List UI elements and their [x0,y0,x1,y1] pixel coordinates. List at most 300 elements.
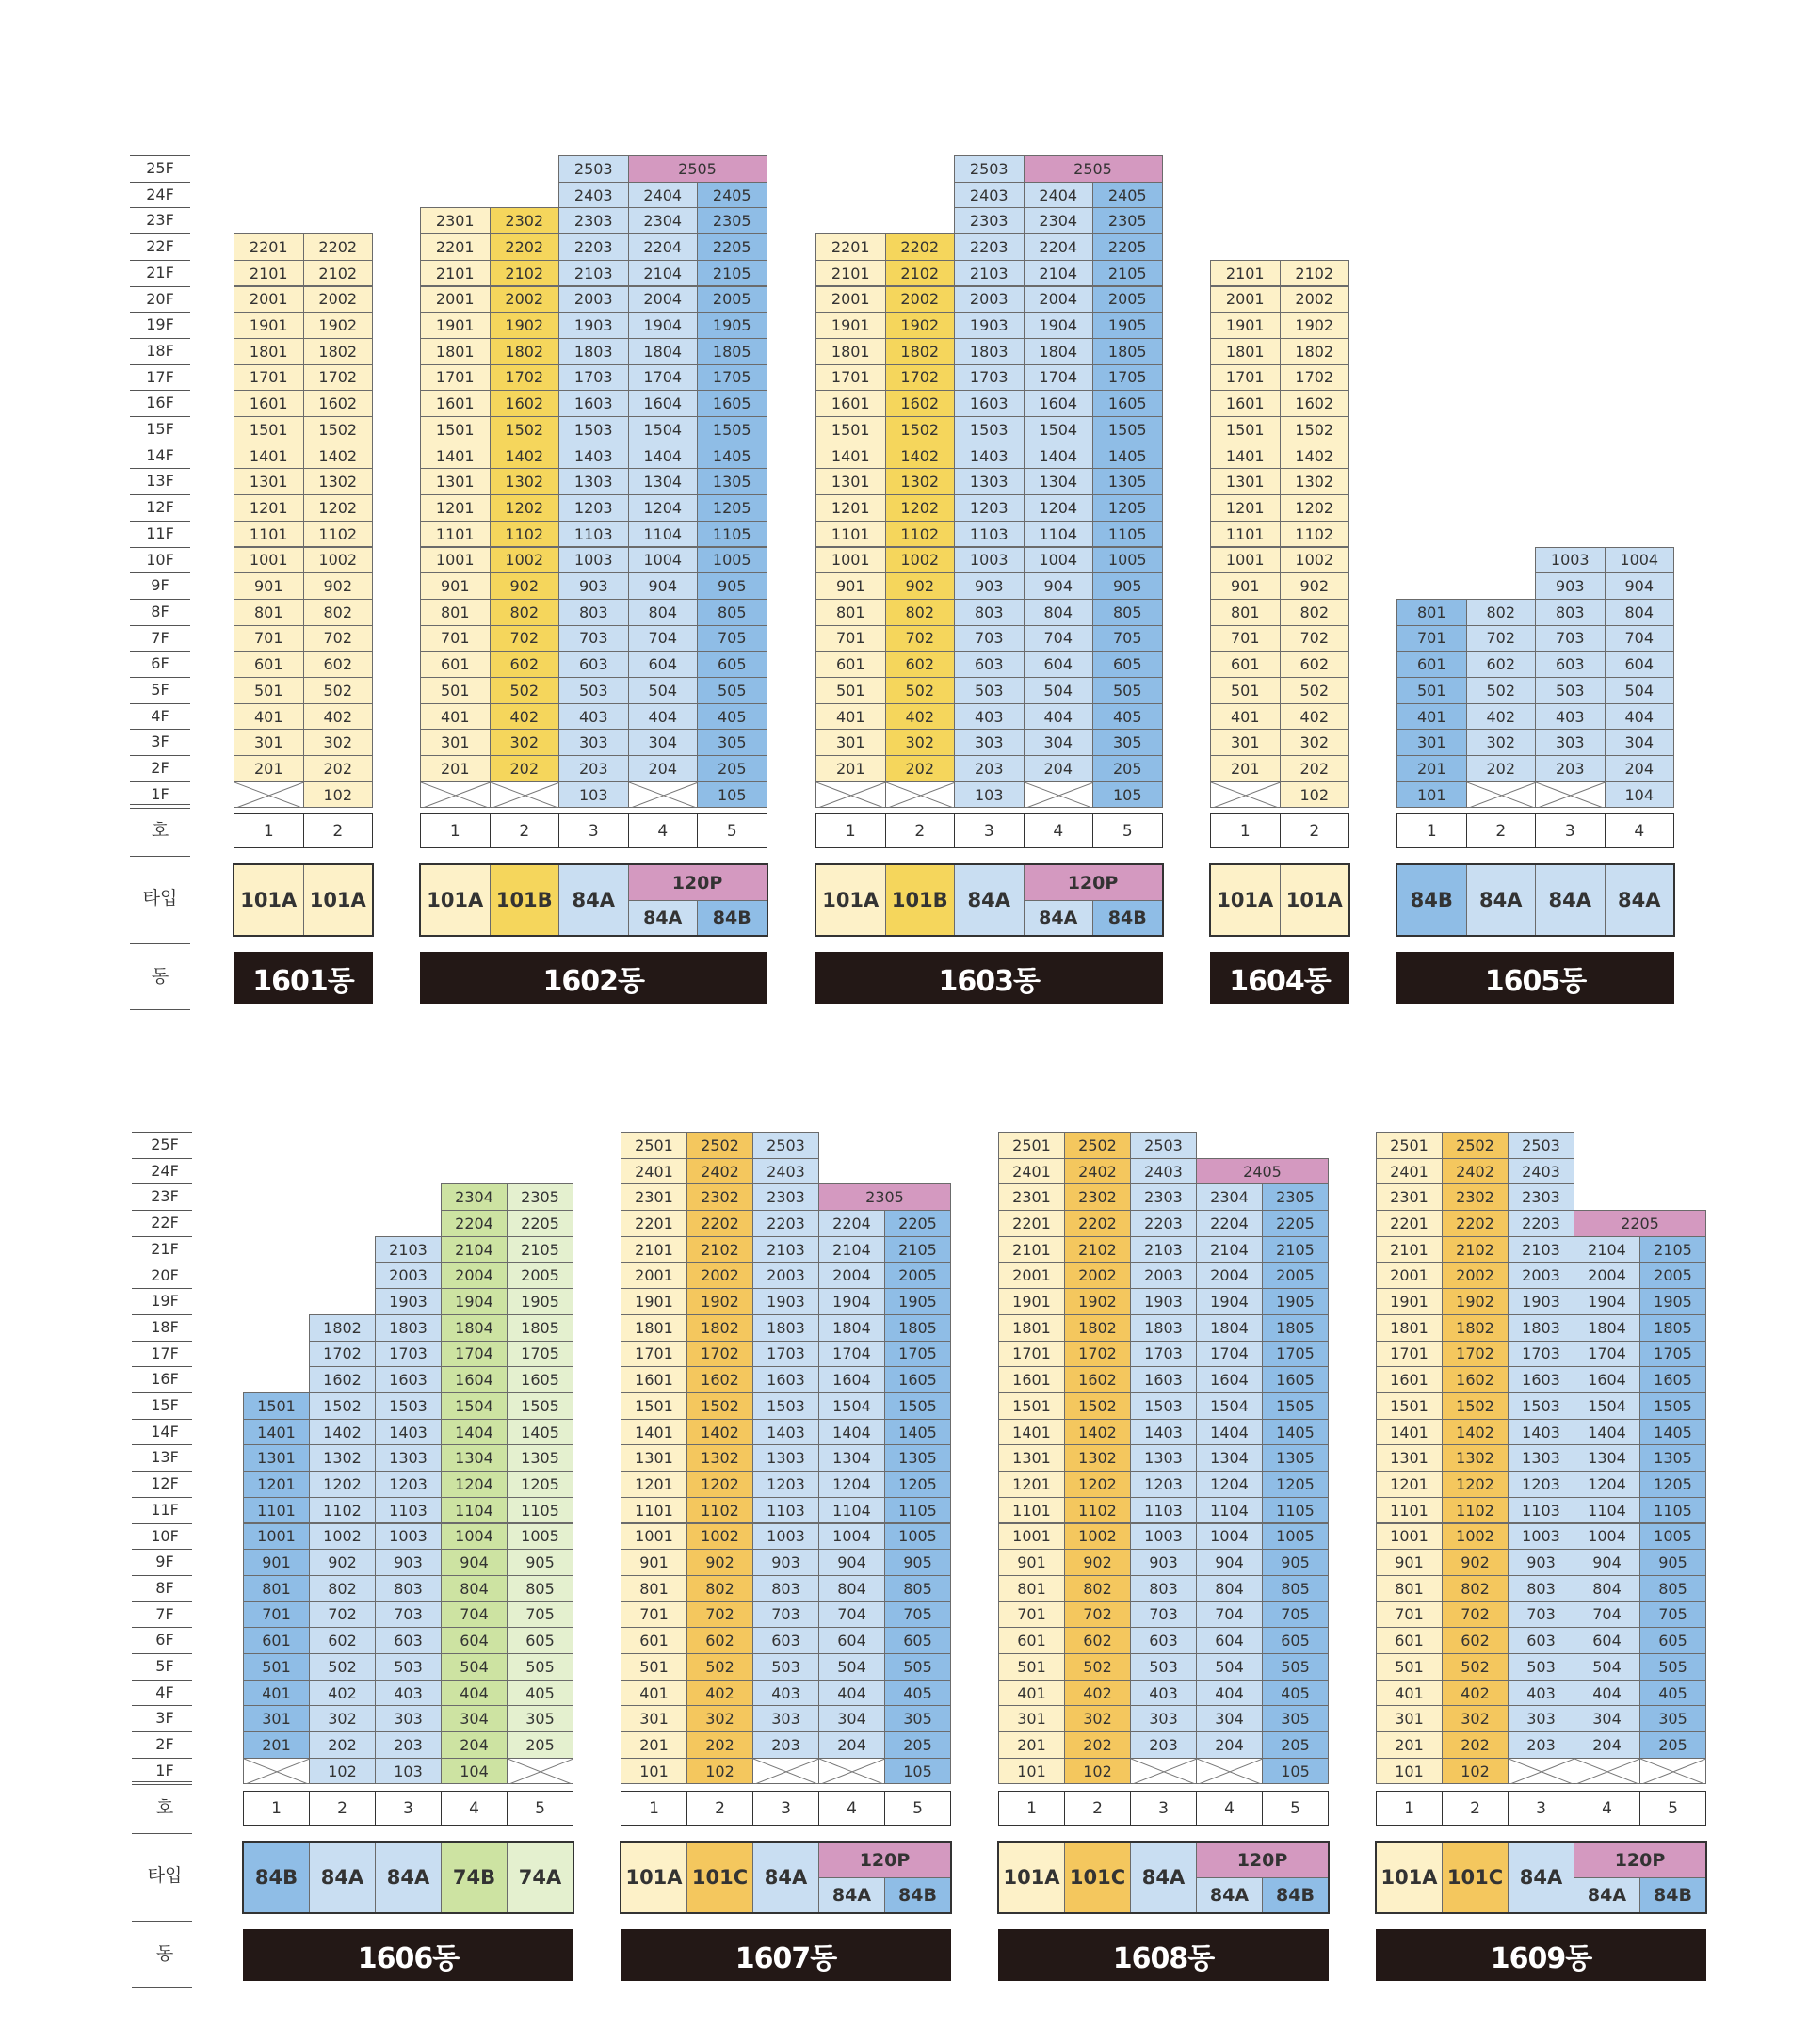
unit-cell[interactable]: 1501 [243,1392,310,1420]
unit-cell[interactable]: 504 [1605,677,1675,704]
unit-cell[interactable]: 201 [1396,755,1467,782]
unit-cell[interactable]: 604 [1024,651,1094,678]
unit-cell[interactable]: 1401 [1376,1419,1443,1446]
unit-cell[interactable]: 1203 [954,494,1025,522]
unit-cell[interactable]: 2401 [1376,1158,1443,1185]
unit-cell[interactable]: 1405 [697,443,767,470]
unit-cell[interactable]: 401 [621,1680,687,1707]
unit-cell[interactable]: 1001 [815,547,886,574]
unit-cell[interactable]: 1701 [234,364,304,392]
unit-cell[interactable]: 401 [234,703,304,731]
unit-cell[interactable]: 2404 [628,182,699,209]
unit-cell[interactable]: 1004 [818,1523,885,1551]
unit-cell[interactable]: 1205 [884,1471,951,1498]
unit-cell[interactable]: 2205 [507,1210,573,1237]
unit-cell[interactable]: 1402 [303,443,374,470]
unit-cell[interactable]: 1801 [621,1314,687,1342]
unit-cell[interactable]: 403 [752,1680,819,1707]
unit-cell[interactable]: 701 [1210,625,1281,652]
unit-cell[interactable]: 2102 [686,1236,753,1263]
unit-cell[interactable]: 804 [1196,1575,1263,1602]
unit-cell[interactable]: 404 [628,703,699,731]
unit-cell[interactable]: 2005 [1639,1263,1706,1290]
unit-cell[interactable]: 1803 [1130,1314,1197,1342]
unit-cell[interactable]: 1304 [1196,1444,1263,1472]
unit-cell[interactable]: 1102 [1280,521,1350,548]
unit-cell[interactable]: 1702 [686,1341,753,1368]
unit-cell[interactable]: 901 [243,1549,310,1576]
unit-cell[interactable]: 2303 [752,1183,819,1211]
unit-cell[interactable]: 1704 [1024,364,1094,392]
unit-cell[interactable]: 601 [1376,1627,1443,1654]
unit-cell[interactable]: 803 [1130,1575,1197,1602]
unit-cell[interactable]: 1405 [1092,443,1163,470]
unit-cell[interactable]: 604 [1605,651,1675,678]
unit-cell[interactable]: 201 [1210,755,1281,782]
unit-cell[interactable]: 1305 [884,1444,951,1472]
unit-cell[interactable]: 2101 [1210,260,1281,287]
unit-cell[interactable]: 1602 [686,1366,753,1393]
unit-cell[interactable]: 2103 [954,260,1025,287]
unit-cell[interactable]: 2204 [818,1210,885,1237]
unit-cell[interactable]: 503 [375,1653,442,1681]
unit-cell[interactable]: 2201 [998,1210,1065,1237]
unit-cell[interactable]: 703 [752,1601,819,1629]
unit-cell[interactable]: 1403 [558,443,629,470]
unit-cell[interactable]: 2402 [686,1158,753,1185]
unit-cell[interactable]: 401 [815,703,886,731]
unit-cell[interactable]: 1201 [815,494,886,522]
unit-cell[interactable]: 601 [1396,651,1467,678]
unit-cell[interactable]: 801 [621,1575,687,1602]
unit-cell[interactable]: 403 [1535,703,1606,731]
unit-cell[interactable]: 302 [1280,729,1350,756]
unit-cell[interactable]: 1103 [558,521,629,548]
unit-cell[interactable]: 102 [309,1758,376,1785]
unit-cell[interactable]: 2005 [1262,1263,1329,1290]
unit-cell[interactable]: 1003 [1508,1523,1574,1551]
unit-cell[interactable]: 102 [1280,781,1350,809]
unit-cell[interactable]: 2204 [1024,233,1094,261]
unit-cell[interactable]: 1401 [998,1419,1065,1446]
unit-cell[interactable]: 301 [243,1705,310,1732]
unit-cell[interactable]: 1105 [507,1497,573,1524]
unit-cell[interactable]: 1703 [558,364,629,392]
unit-cell[interactable]: 402 [309,1680,376,1707]
unit-cell[interactable]: 201 [243,1731,310,1759]
unit-cell[interactable]: 2201 [420,233,491,261]
unit-cell[interactable]: 303 [954,729,1025,756]
unit-cell[interactable]: 1305 [1639,1444,1706,1472]
unit-cell[interactable]: 1604 [818,1366,885,1393]
unit-cell[interactable]: 1501 [420,416,491,443]
unit-cell[interactable]: 404 [1196,1680,1263,1707]
unit-cell[interactable]: 2002 [1280,286,1350,314]
unit-cell[interactable]: 2405 [1092,182,1163,209]
unit-cell[interactable]: 703 [1508,1601,1574,1629]
unit-cell[interactable]: 1502 [1064,1392,1131,1420]
unit-cell[interactable]: 1801 [815,338,886,365]
unit-cell[interactable]: 505 [1092,677,1163,704]
unit-cell[interactable]: 2002 [303,286,374,314]
unit-cell[interactable]: 701 [420,625,491,652]
unit-cell[interactable]: 2205 [884,1210,951,1237]
unit-cell[interactable]: 702 [303,625,374,652]
unit-cell[interactable]: 501 [1210,677,1281,704]
unit-cell[interactable]: 302 [1466,729,1537,756]
unit-cell[interactable]: 1201 [234,494,304,522]
unit-cell[interactable]: 401 [243,1680,310,1707]
unit-cell[interactable]: 1203 [752,1471,819,1498]
unit-cell[interactable]: 103 [954,781,1025,809]
unit-cell[interactable]: 501 [815,677,886,704]
unit-cell[interactable]: 601 [420,651,491,678]
unit-cell[interactable]: 302 [1064,1705,1131,1732]
unit-cell[interactable]: 1904 [1024,312,1094,339]
unit-cell[interactable]: 1202 [686,1471,753,1498]
unit-cell[interactable]: 1104 [1196,1497,1263,1524]
unit-cell[interactable]: 2303 [954,207,1025,234]
unit-cell[interactable]: 702 [1280,625,1350,652]
unit-cell[interactable]: 1104 [628,521,699,548]
unit-cell[interactable]: 1801 [1210,338,1281,365]
unit-cell[interactable]: 1405 [507,1419,573,1446]
unit-cell[interactable]: 1005 [1092,547,1163,574]
unit-cell[interactable]: 1902 [1280,312,1350,339]
unit-cell[interactable]: 2304 [1196,1183,1263,1211]
unit-cell[interactable]: 1903 [1130,1288,1197,1315]
unit-cell[interactable]: 1002 [1442,1523,1509,1551]
unit-cell[interactable]: 1404 [1574,1419,1640,1446]
unit-cell[interactable]: 701 [243,1601,310,1629]
unit-cell[interactable]: 2301 [998,1183,1065,1211]
unit-cell[interactable]: 602 [1280,651,1350,678]
unit-cell[interactable]: 504 [818,1653,885,1681]
unit-cell[interactable]: 305 [1092,729,1163,756]
unit-cell[interactable]: 202 [885,755,956,782]
unit-cell[interactable]: 401 [1396,703,1467,731]
unit-cell[interactable]: 304 [1024,729,1094,756]
unit-cell[interactable]: 2302 [686,1183,753,1211]
unit-cell[interactable]: 2501 [998,1132,1065,1159]
unit-cell[interactable]: 2001 [815,286,886,314]
unit-cell[interactable]: 505 [884,1653,951,1681]
unit-cell[interactable]: 505 [507,1653,573,1681]
unit-cell[interactable]: 1004 [628,547,699,574]
unit-cell[interactable]: 602 [1442,1627,1509,1654]
unit-cell[interactable]: 905 [1639,1549,1706,1576]
unit-cell[interactable]: 1201 [420,494,491,522]
unit-cell[interactable]: 202 [490,755,560,782]
unit-cell[interactable]: 2503 [558,155,629,183]
unit-cell[interactable]: 1204 [628,494,699,522]
unit-cell[interactable]: 1302 [1064,1444,1131,1472]
unit-cell[interactable]: 705 [507,1601,573,1629]
unit-cell[interactable]: 701 [234,625,304,652]
unit-cell[interactable]: 901 [1210,572,1281,600]
unit-cell[interactable]: 304 [1574,1705,1640,1732]
unit-cell[interactable]: 2402 [1064,1158,1131,1185]
unit-cell[interactable]: 401 [1376,1680,1443,1707]
unit-cell[interactable]: 1004 [441,1523,508,1551]
unit-cell[interactable]: 1001 [1376,1523,1443,1551]
unit-cell[interactable]: 902 [490,572,560,600]
unit-cell[interactable]: 1601 [815,390,886,417]
unit-cell[interactable]: 2102 [1064,1236,1131,1263]
unit-cell[interactable]: 402 [1064,1680,1131,1707]
unit-cell[interactable]: 1301 [1376,1444,1443,1472]
unit-cell[interactable]: 501 [1396,677,1467,704]
unit-cell[interactable]: 1901 [621,1288,687,1315]
unit-cell[interactable]: 901 [815,572,886,600]
unit-cell[interactable]: 1505 [884,1392,951,1420]
unit-cell[interactable]: 2205 [697,233,767,261]
unit-cell[interactable]: 703 [954,625,1025,652]
unit-cell[interactable]: 2001 [1376,1263,1443,1290]
unit-cell[interactable]: 601 [815,651,886,678]
unit-cell[interactable]: 601 [243,1627,310,1654]
unit-cell[interactable]: 1602 [1280,390,1350,417]
unit-cell[interactable]: 2002 [490,286,560,314]
unit-cell[interactable]: 1703 [752,1341,819,1368]
unit-cell[interactable]: 1201 [243,1471,310,1498]
unit-cell[interactable]: 2003 [1130,1263,1197,1290]
unit-cell[interactable]: 2202 [1442,1210,1509,1237]
unit-cell[interactable]: 1505 [507,1392,573,1420]
unit-cell[interactable]: 1205 [1092,494,1163,522]
unit-cell[interactable]: 102 [303,781,374,809]
unit-cell[interactable]: 2201 [621,1210,687,1237]
unit-cell[interactable]: 201 [1376,1731,1443,1759]
unit-cell[interactable]: 202 [1442,1731,1509,1759]
unit-cell[interactable]: 204 [628,755,699,782]
unit-cell[interactable]: 1805 [1262,1314,1329,1342]
unit-cell[interactable]: 1203 [375,1471,442,1498]
unit-cell[interactable]: 804 [818,1575,885,1602]
unit-cell[interactable]: 904 [1605,572,1675,600]
unit-cell[interactable]: 203 [954,755,1025,782]
unit-cell[interactable]: 1403 [752,1419,819,1446]
unit-cell[interactable]: 1902 [885,312,956,339]
unit-cell[interactable]: 2304 [628,207,699,234]
unit-cell[interactable]: 604 [818,1627,885,1654]
unit-cell[interactable]: 701 [998,1601,1065,1629]
unit-cell[interactable]: 303 [1130,1705,1197,1732]
unit-cell[interactable]: 1402 [885,443,956,470]
unit-cell[interactable]: 1801 [998,1314,1065,1342]
unit-cell[interactable]: 2503 [954,155,1025,183]
unit-cell[interactable]: 1604 [441,1366,508,1393]
unit-cell[interactable]: 2001 [998,1263,1065,1290]
unit-cell[interactable]: 1103 [375,1497,442,1524]
unit-cell[interactable]: 101 [1396,781,1467,809]
unit-cell[interactable]: 2201 [815,233,886,261]
unit-cell[interactable]: 2402 [1442,1158,1509,1185]
unit-cell[interactable]: 404 [1605,703,1675,731]
unit-cell[interactable]: 2203 [752,1210,819,1237]
unit-cell[interactable]: 2105 [1092,260,1163,287]
unit-cell[interactable]: 1604 [1024,390,1094,417]
unit-cell[interactable]: 2004 [628,286,699,314]
unit-cell[interactable]: 1204 [818,1471,885,1498]
unit-cell[interactable]: 204 [441,1731,508,1759]
unit-cell[interactable]: 1201 [1210,494,1281,522]
unit-cell[interactable]: 1601 [1210,390,1281,417]
unit-cell[interactable]: 2201 [234,233,304,261]
unit-cell[interactable]: 202 [686,1731,753,1759]
unit-cell[interactable]: 904 [1024,572,1094,600]
unit-cell[interactable]: 1305 [1262,1444,1329,1472]
unit-cell[interactable]: 1004 [1024,547,1094,574]
unit-cell[interactable]: 1603 [375,1366,442,1393]
unit-cell[interactable]: 1904 [1196,1288,1263,1315]
unit-cell[interactable]: 1005 [507,1523,573,1551]
unit-cell[interactable]: 405 [507,1680,573,1707]
unit-cell[interactable]: 1103 [954,521,1025,548]
unit-cell[interactable]: 801 [815,599,886,626]
unit-cell[interactable]: 1604 [1574,1366,1640,1393]
unit-cell[interactable]: 2103 [1508,1236,1574,1263]
unit-cell[interactable]: 203 [1508,1731,1574,1759]
unit-cell[interactable]: 1205 [507,1471,573,1498]
unit-cell[interactable]: 1202 [885,494,956,522]
unit-cell[interactable]: 1003 [954,547,1025,574]
unit-cell[interactable]: 502 [1064,1653,1131,1681]
unit-cell[interactable]: 1105 [1639,1497,1706,1524]
unit-cell[interactable]: 302 [303,729,374,756]
unit-cell[interactable]: 503 [1508,1653,1574,1681]
unit-cell[interactable]: 905 [1262,1549,1329,1576]
unit-cell[interactable]: 2103 [558,260,629,287]
unit-cell[interactable]: 402 [686,1680,753,1707]
unit-cell[interactable]: 602 [1466,651,1537,678]
unit-cell[interactable]: 601 [621,1627,687,1654]
unit-cell[interactable]: 402 [885,703,956,731]
unit-cell[interactable]: 1305 [507,1444,573,1472]
unit-cell[interactable]: 902 [309,1549,376,1576]
unit-cell[interactable]: 1504 [441,1392,508,1420]
unit-cell[interactable]: 1805 [884,1314,951,1342]
unit-cell[interactable]: 2003 [752,1263,819,1290]
unit-cell[interactable]: 1603 [1130,1366,1197,1393]
unit-cell[interactable]: 1602 [490,390,560,417]
unit-cell[interactable]: 601 [998,1627,1065,1654]
unit-cell[interactable]: 1602 [1064,1366,1131,1393]
unit-cell[interactable]: 1101 [815,521,886,548]
unit-cell[interactable]: 1902 [490,312,560,339]
unit-cell[interactable]: 1301 [420,468,491,495]
unit-cell[interactable]: 1003 [1535,547,1606,574]
unit-cell[interactable]: 202 [1466,755,1537,782]
unit-cell[interactable]: 502 [1466,677,1537,704]
unit-cell[interactable]: 902 [303,572,374,600]
unit-cell[interactable]: 103 [375,1758,442,1785]
unit-cell[interactable]: 403 [1130,1680,1197,1707]
unit-cell[interactable]: 602 [309,1627,376,1654]
unit-cell[interactable]: 503 [954,677,1025,704]
unit-cell[interactable]: 502 [490,677,560,704]
unit-cell[interactable]: 902 [686,1549,753,1576]
unit-cell[interactable]: 404 [441,1680,508,1707]
unit-cell[interactable]: 1404 [1196,1419,1263,1446]
unit-cell[interactable]: 1901 [1376,1288,1443,1315]
unit-cell[interactable]: 1702 [309,1341,376,1368]
unit-cell[interactable]: 403 [954,703,1025,731]
unit-cell[interactable]: 2104 [1196,1236,1263,1263]
unit-cell[interactable]: 801 [1396,599,1467,626]
unit-cell[interactable]: 1603 [954,390,1025,417]
unit-cell[interactable]: 1205 [1639,1471,1706,1498]
unit-cell[interactable]: 901 [1376,1549,1443,1576]
unit-cell[interactable]: 803 [1508,1575,1574,1602]
unit-cell[interactable]: 102 [1442,1758,1509,1785]
unit-cell[interactable]: 404 [1024,703,1094,731]
unit-cell[interactable]: 802 [1064,1575,1131,1602]
unit-cell[interactable]: 1804 [441,1314,508,1342]
unit-cell[interactable]: 1705 [507,1341,573,1368]
penthouse-unit-cell[interactable]: 2505 [1024,155,1163,183]
unit-cell[interactable]: 402 [303,703,374,731]
unit-cell[interactable]: 1605 [697,390,767,417]
unit-cell[interactable]: 1002 [309,1523,376,1551]
unit-cell[interactable]: 1602 [1442,1366,1509,1393]
unit-cell[interactable]: 504 [441,1653,508,1681]
unit-cell[interactable]: 704 [818,1601,885,1629]
unit-cell[interactable]: 1605 [1262,1366,1329,1393]
unit-cell[interactable]: 1003 [752,1523,819,1551]
unit-cell[interactable]: 1202 [490,494,560,522]
unit-cell[interactable]: 2104 [1574,1236,1640,1263]
unit-cell[interactable]: 1701 [1210,364,1281,392]
unit-cell[interactable]: 904 [1574,1549,1640,1576]
unit-cell[interactable]: 301 [815,729,886,756]
unit-cell[interactable]: 1605 [1092,390,1163,417]
unit-cell[interactable]: 703 [1535,625,1606,652]
unit-cell[interactable]: 905 [507,1549,573,1576]
unit-cell[interactable]: 402 [1280,703,1350,731]
unit-cell[interactable]: 1303 [1508,1444,1574,1472]
unit-cell[interactable]: 1005 [697,547,767,574]
unit-cell[interactable]: 1704 [818,1341,885,1368]
unit-cell[interactable]: 405 [1092,703,1163,731]
unit-cell[interactable]: 803 [375,1575,442,1602]
unit-cell[interactable]: 1802 [686,1314,753,1342]
unit-cell[interactable]: 1403 [1130,1419,1197,1446]
unit-cell[interactable]: 1404 [628,443,699,470]
unit-cell[interactable]: 2302 [1064,1183,1131,1211]
unit-cell[interactable]: 1303 [375,1444,442,1472]
unit-cell[interactable]: 1702 [885,364,956,392]
unit-cell[interactable]: 1802 [885,338,956,365]
unit-cell[interactable]: 1502 [490,416,560,443]
unit-cell[interactable]: 1805 [1639,1314,1706,1342]
unit-cell[interactable]: 204 [1605,755,1675,782]
unit-cell[interactable]: 302 [309,1705,376,1732]
unit-cell[interactable]: 1501 [815,416,886,443]
unit-cell[interactable]: 1101 [621,1497,687,1524]
unit-cell[interactable]: 1502 [309,1392,376,1420]
unit-cell[interactable]: 2104 [441,1236,508,1263]
unit-cell[interactable]: 603 [752,1627,819,1654]
unit-cell[interactable]: 1401 [420,443,491,470]
unit-cell[interactable]: 1603 [752,1366,819,1393]
unit-cell[interactable]: 1101 [1376,1497,1443,1524]
unit-cell[interactable]: 702 [1064,1601,1131,1629]
unit-cell[interactable]: 1703 [954,364,1025,392]
unit-cell[interactable]: 1302 [1442,1444,1509,1472]
unit-cell[interactable]: 704 [1196,1601,1263,1629]
unit-cell[interactable]: 2005 [507,1263,573,1290]
